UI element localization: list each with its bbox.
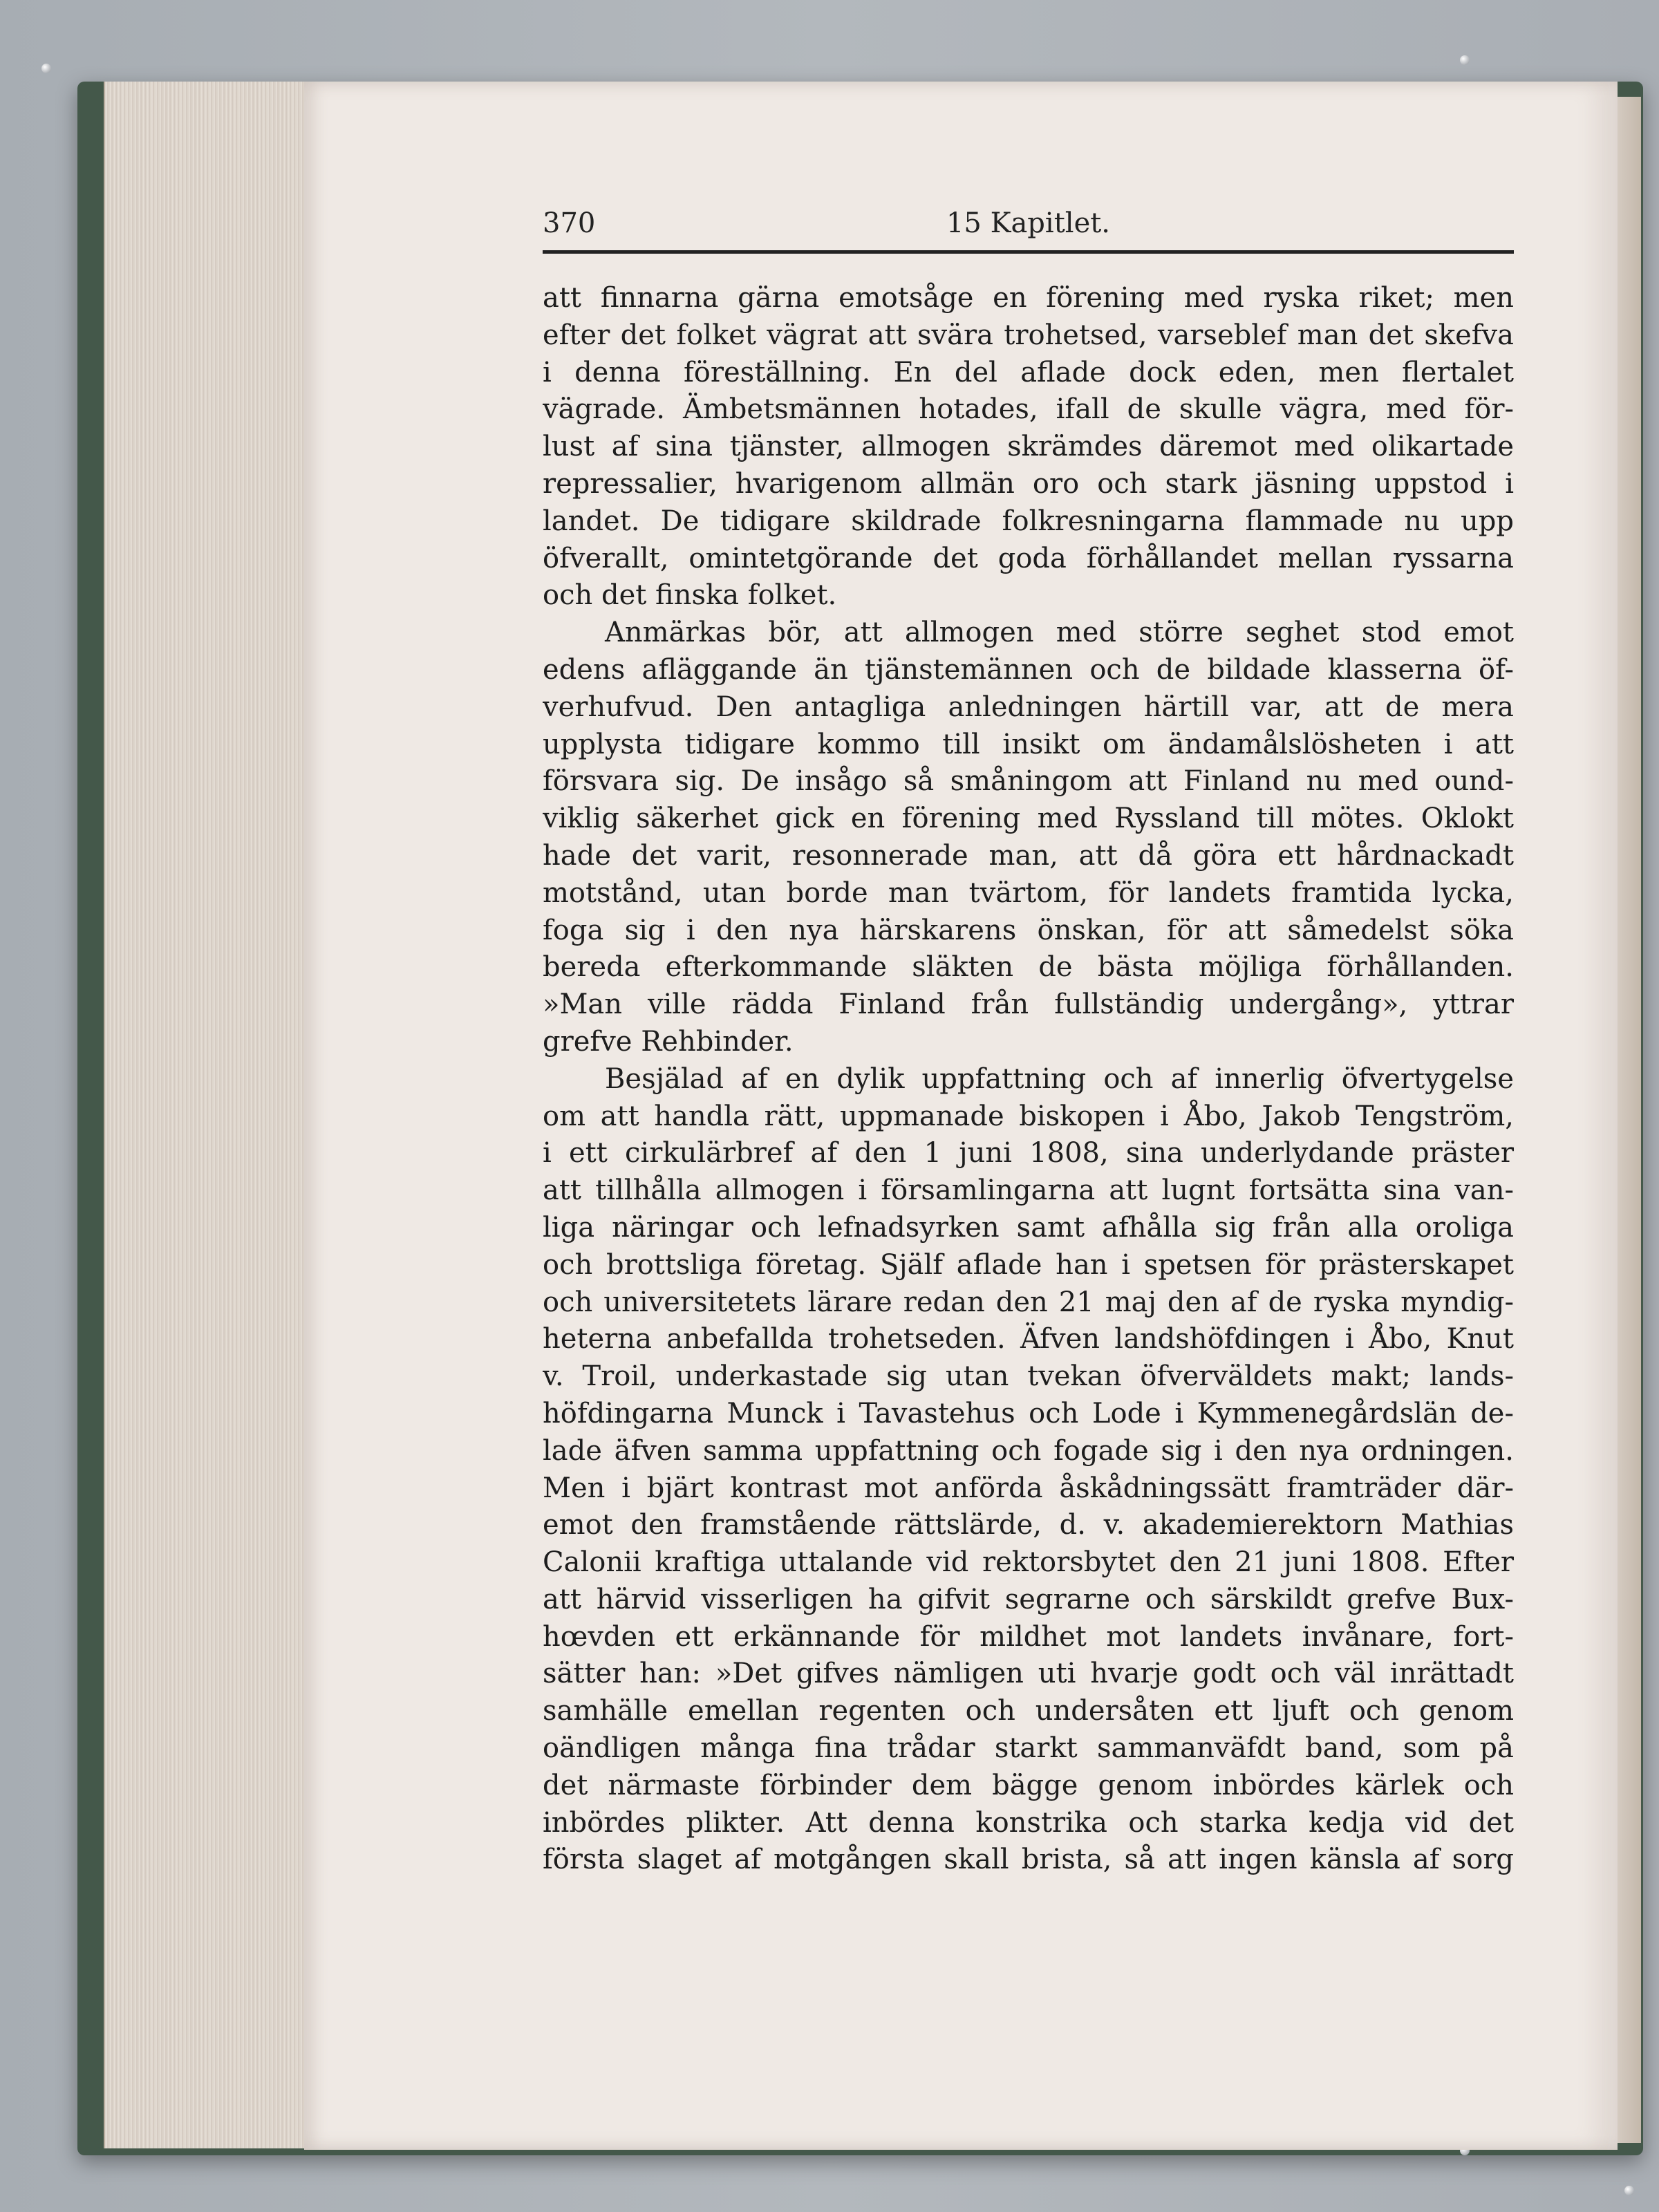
pin-icon: [1624, 2186, 1634, 2195]
text-line: öfverallt, omintetgörande det goda förhållandet mellan ryssarna: [543, 542, 1514, 574]
text-line: bereda efterkommande släkten de bästa möjliga förhållanden.: [543, 951, 1514, 984]
text-line: att tillhålla allmogen i församlingarna att lugnt fortsätta sina van-: [543, 1174, 1514, 1207]
text-line: Anmärkas bör, att allmogen med större seghet stod emot: [605, 617, 1514, 649]
text-line: Calonii kraftiga uttalande vid rektorsbytet den 21 juni 1808. Efter: [543, 1546, 1514, 1579]
text-line: hœvden ett erkännande för mildhet mot landets invånare, fort-: [543, 1620, 1514, 1653]
running-head: 15 Kapitlet.: [946, 207, 1111, 239]
text-line: sätter han: »Det gifves nämligen uti hvarje godt och väl inrättadt: [543, 1658, 1514, 1690]
page-header: [543, 207, 1514, 246]
pin-icon: [1460, 55, 1470, 65]
text-line: emot den framstående rättslärde, d. v. akademierektorn Mathias: [543, 1509, 1514, 1541]
text-line: heterna anbefallda trohetseden. Äfven landshöfdingen i Åbo, Knut: [543, 1323, 1514, 1356]
text-line: grefve Rehbinder.: [543, 1025, 794, 1058]
text-line: upplysta tidigare kommo till insikt om ändamålslösheten i att: [543, 728, 1514, 760]
text-line: motstånd, utan borde man tvärtom, för landets framtida lycka,: [543, 877, 1514, 909]
text-line: att finnarna gärna emotsåge en förening med ryska riket; men: [543, 282, 1514, 314]
text-line: och universitetets lärare redan den 21 maj den af de ryska myndig-: [543, 1286, 1514, 1318]
text-line: om att handla rätt, uppmanade biskopen i Åbo, Jakob Tengström,: [543, 1100, 1514, 1132]
text-line: lade äfven samma uppfattning och fogade sig i den nya ordningen.: [543, 1434, 1514, 1467]
page-number: 370: [543, 207, 596, 239]
text-line: liga näringar och lefnadsyrken samt afhålla sig från alla oroliga: [543, 1211, 1514, 1244]
text-line: oändligen många fina trådar starkt sammanväfdt band, som på: [543, 1732, 1514, 1765]
text-line: lust af sina tjänster, allmogen skrämdes däremot med olikartade: [543, 431, 1514, 463]
pin-icon: [41, 64, 51, 73]
text-line: verhufvud. Den antagliga anledningen härtill var, att de mera: [543, 691, 1514, 723]
text-line: landet. De tidigare skildrade folkresningarna flammade nu upp: [543, 505, 1514, 537]
text-line: i ett cirkulärbref af den 1 juni 1808, sina underlydande präster: [543, 1137, 1514, 1170]
text-line: viklig säkerhet gick en förening med Ryssland till mötes. Oklokt: [543, 803, 1514, 835]
text-line: vägrade. Ämbetsmännen hotades, ifall de skulle vägra, med för-: [543, 393, 1514, 426]
text-line: efter det folket vägrat att svära trohetsed, varseblef man det skefva: [543, 319, 1514, 351]
text-line: Men i bjärt kontrast mot anförda åskådningssätt framträder där-: [543, 1472, 1514, 1504]
text-line: foga sig i den nya härskarens önskan, för att såmedelst söka: [543, 914, 1514, 946]
body-text: [543, 280, 1514, 1879]
text-line: repressalier, hvarigenom allmän oro och stark jäsning uppstod i: [543, 467, 1514, 500]
header-rule: [543, 250, 1514, 254]
page-block-edges: [104, 82, 312, 2148]
text-line: samhälle emellan regenten och undersåten ett ljuft och genom: [543, 1695, 1514, 1727]
text-line: och det finska folket.: [543, 579, 837, 612]
text-line: »Man ville rädda Finland från fullständig undergång», yttrar: [543, 988, 1514, 1021]
text-line: det närmaste förbinder dem bägge genom inbördes kärlek och: [543, 1769, 1514, 1801]
text-line: edens afläggande än tjänstemännen och de bildade klasserna öf-: [543, 653, 1514, 686]
text-line: höfdingarna Munck i Tavastehus och Lode i Kymmenegårdslän de-: [543, 1397, 1514, 1430]
text-line: v. Troil, underkastade sig utan tvekan öfverväldets makt; lands-: [543, 1360, 1514, 1393]
text-line: Besjälad af en dylik uppfattning och af innerlig öfvertygelse: [605, 1062, 1514, 1095]
text-line: inbördes plikter. Att denna konstrika och starka kedja vid det: [543, 1806, 1514, 1839]
text-line: att härvid visserligen ha gifvit segrarne och särskildt grefve Bux-: [543, 1583, 1514, 1615]
text-line: första slaget af motgången skall brista, så att ingen känsla af sorg: [543, 1844, 1514, 1876]
text-line: och brottsliga företag. Själf aflade han i spetsen för prästerskapet: [543, 1248, 1514, 1281]
text-line: i denna föreställning. En del aflade dock eden, men flertalet: [543, 356, 1514, 388]
text-line: hade det varit, resonnerade man, att då göra ett hårdnackadt: [543, 839, 1514, 872]
text-line: försvara sig. De insågo så småningom att Finland nu med ound-: [543, 765, 1514, 798]
